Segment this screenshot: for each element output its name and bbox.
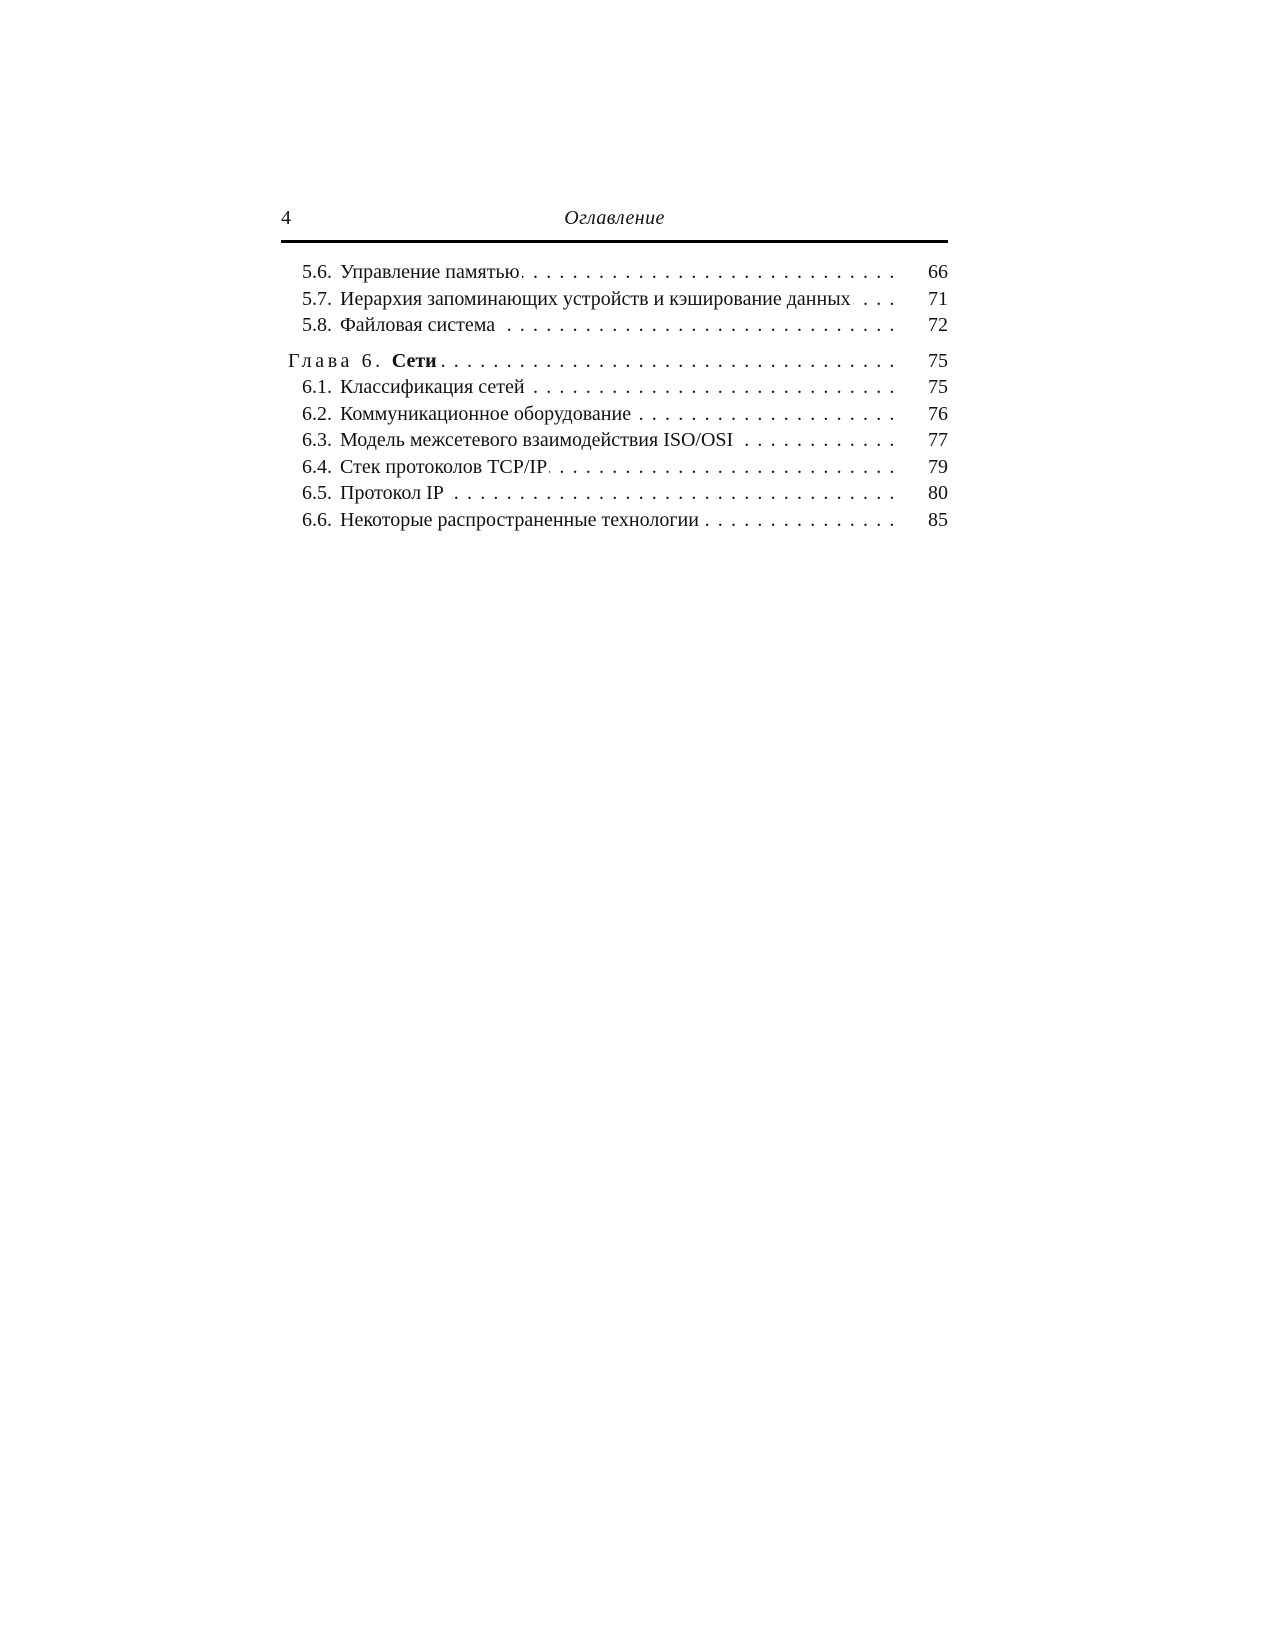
dot-leader [439,348,896,375]
running-head-title: Оглавление [564,207,665,229]
toc-entry-title: Стек протоколов TCP/IP [340,455,548,478]
toc-entry [281,312,948,339]
toc-entry-page-number: 80 [928,482,948,504]
toc-entry-title: Иерархия запоминающих устройств и кэширование данных [340,287,851,310]
toc-entry [281,286,948,313]
toc-entry-label: 6.5. [302,482,332,504]
toc-entry-title: Сети [391,349,437,372]
toc-entry-label: 6.4. [302,455,332,478]
toc-entry-label: 6.6. [302,508,332,531]
toc-entry-label: 5.6. [302,261,332,283]
toc-list [281,259,948,533]
toc-entry [281,259,948,286]
toc-entry-page-number: 85 [928,508,948,531]
toc-entry-title: Классификация сетей [340,376,525,398]
toc-entry-title: Некоторые распространенные технологии [340,508,699,531]
dot-leader [446,480,896,507]
toc-entry [281,454,948,481]
toc-entry [281,507,948,534]
toc-entry [281,401,948,428]
toc-entry [281,374,948,401]
toc-entry-title: Коммуникационное оборудование [340,402,632,425]
header-rule [281,240,948,243]
toc-entry-page-number: 79 [928,455,948,478]
toc-entry [281,427,948,454]
toc-entry-page-number: 71 [928,287,948,310]
text-block [281,204,948,533]
toc-entry-title: Файловая система [340,314,496,336]
toc-entry-page-number: 72 [928,314,948,336]
dot-leader [853,286,896,313]
toc-entry-page-number: 76 [928,402,948,425]
toc-entry [281,348,948,375]
page-header [281,204,948,236]
toc-entry-page-number: 75 [928,376,948,398]
dot-leader [549,454,896,481]
dot-leader [701,507,896,534]
dot-leader [527,374,896,401]
toc-entry-label: 6.3. [302,429,332,451]
toc-entry-title: Управление памятью [340,261,520,283]
toc-entry-label: 5.8. [302,314,332,336]
toc-entry-page-number: 75 [928,349,948,372]
toc-entry [281,480,948,507]
dot-leader [522,259,896,286]
toc-entry-label: 6.1. [302,376,332,398]
toc-entry-label: Глава 6. [288,349,384,372]
dot-leader [497,312,896,339]
toc-entry-label: 6.2. [302,402,332,425]
dot-leader [735,427,896,454]
toc-entry-title: Протокол IP [340,482,444,504]
page-number: 4 [281,207,291,229]
toc-entry-page-number: 77 [928,429,948,451]
toc-entry-page-number: 66 [928,261,948,283]
toc-entry-label: 5.7. [302,287,332,310]
dot-leader [633,401,896,428]
toc-entry-title: Модель межсетевого взаимодействия ISO/OSI [340,429,734,451]
